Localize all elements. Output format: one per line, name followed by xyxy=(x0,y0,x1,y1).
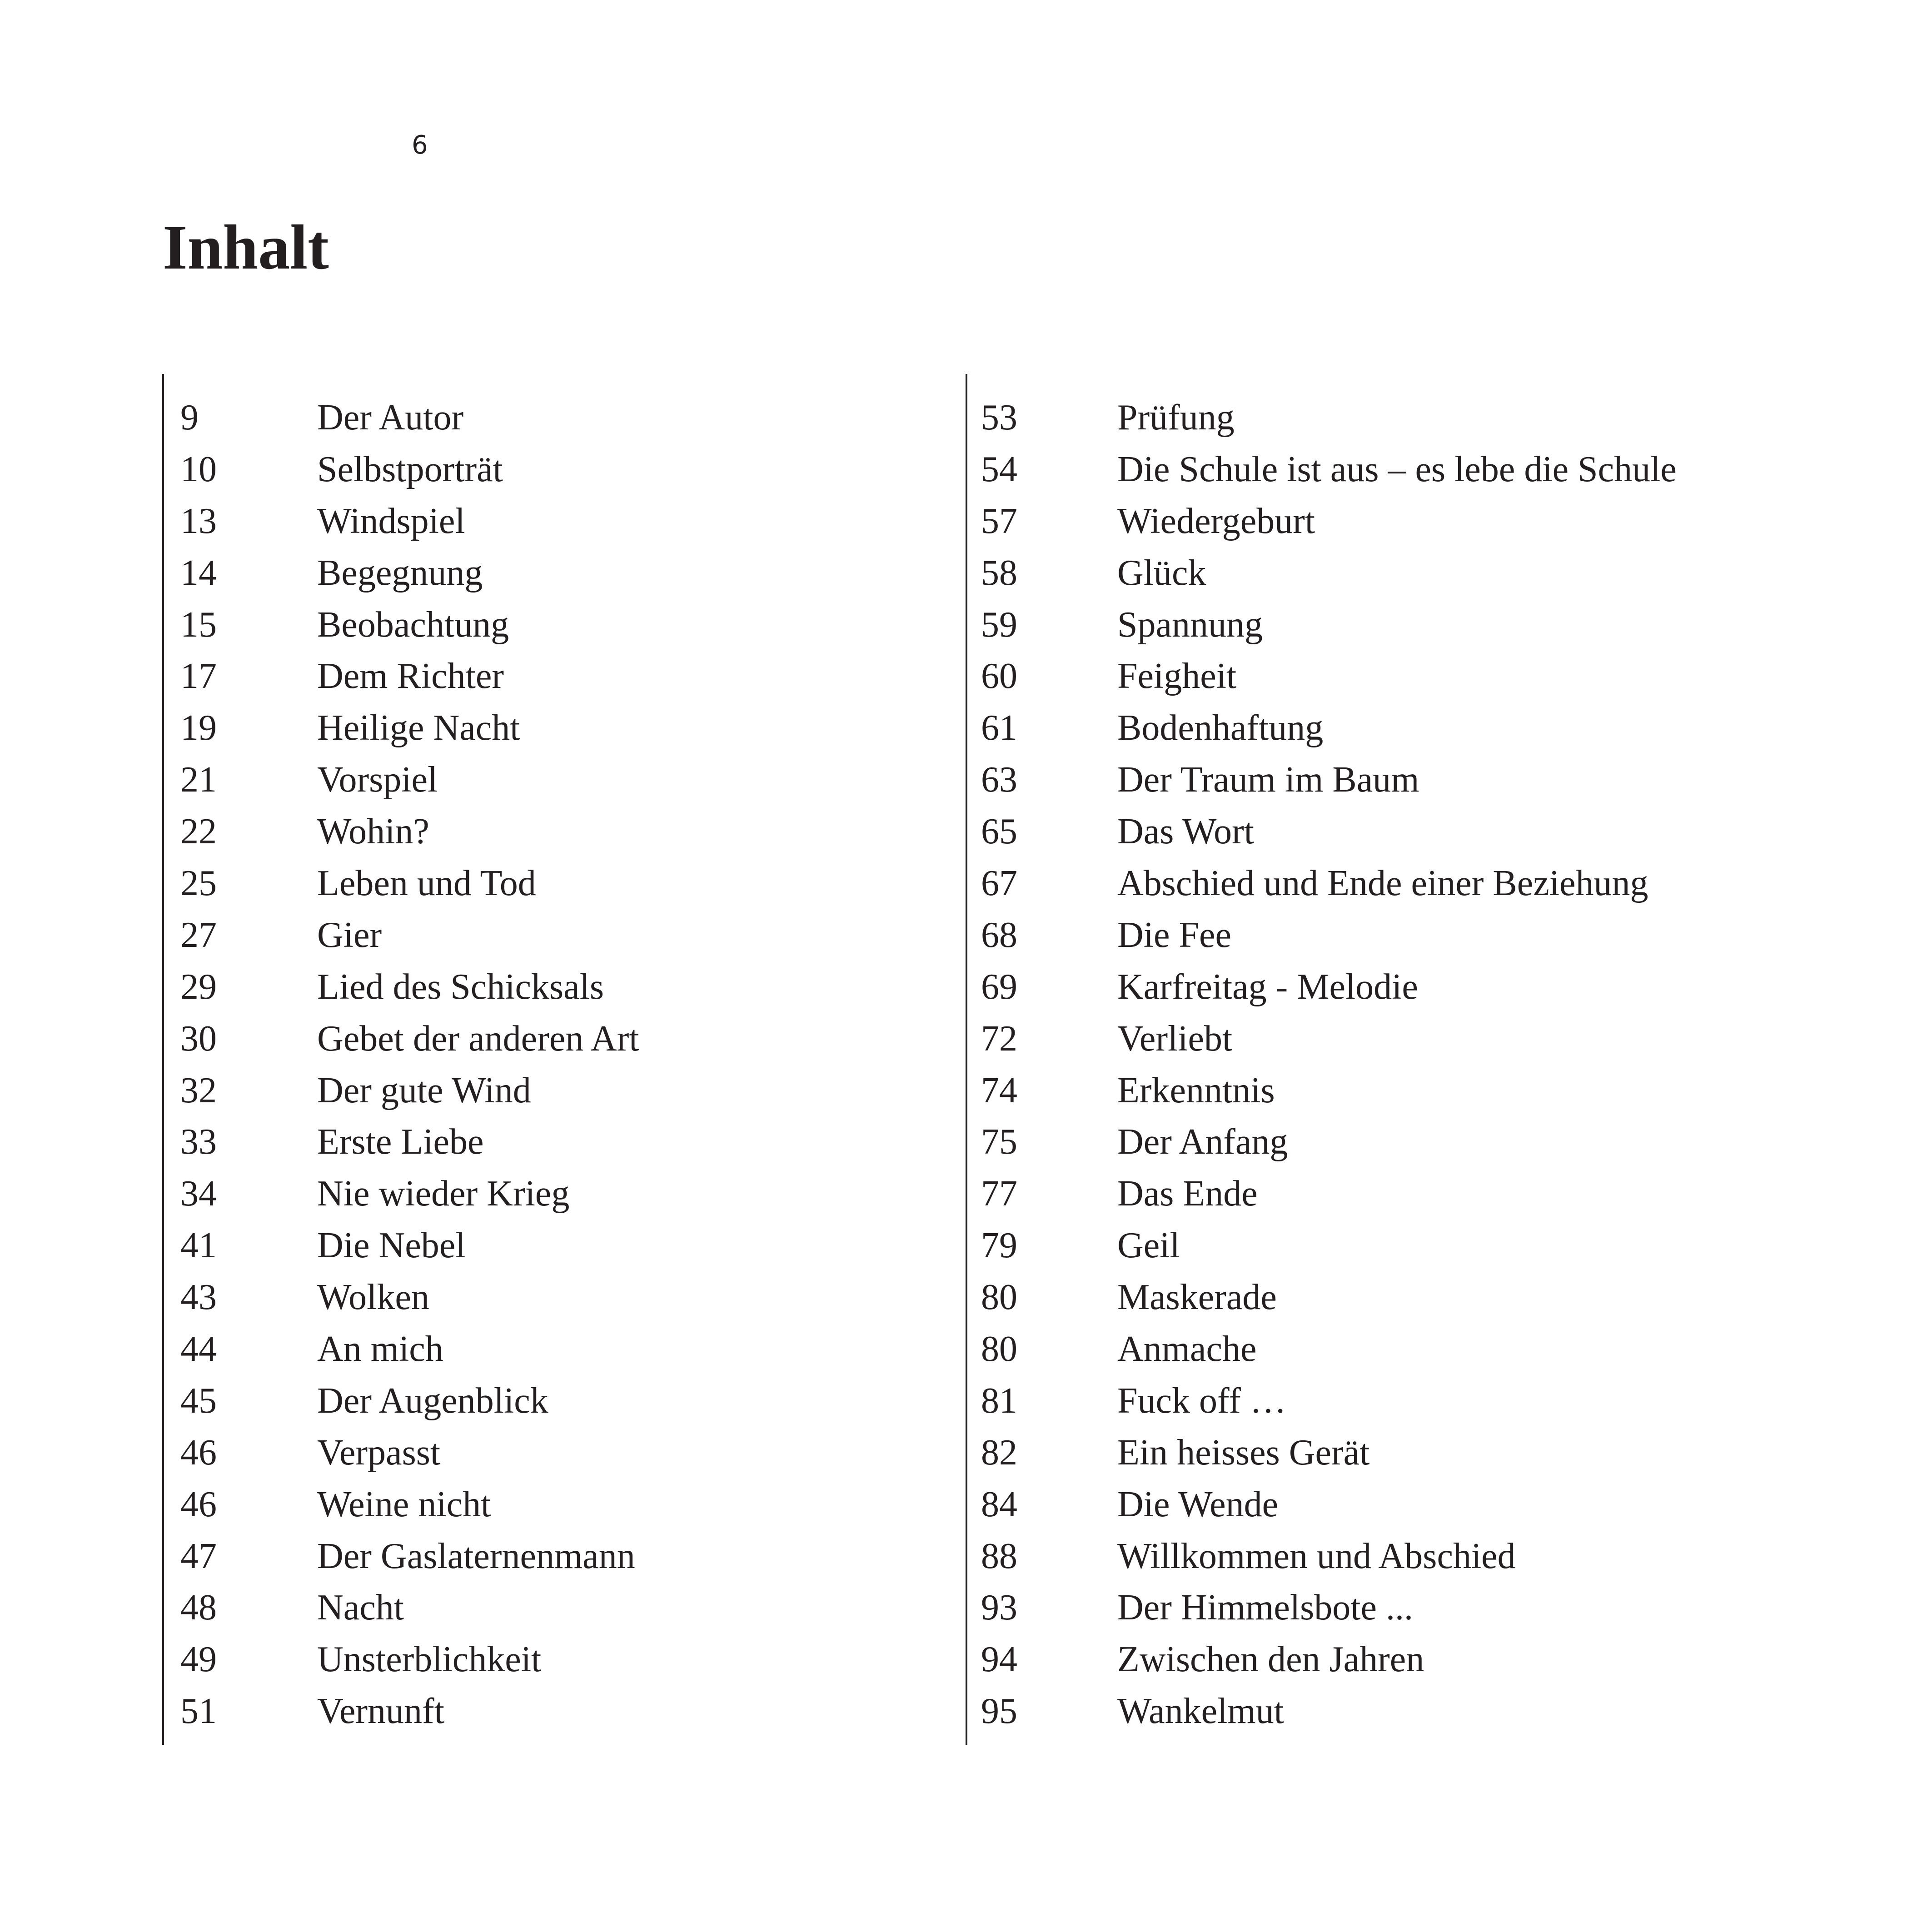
toc-entry-page: 60 xyxy=(981,656,1017,697)
toc-entry-title: Feigheit xyxy=(1117,656,1237,697)
toc-entry xyxy=(967,1068,1783,1120)
toc-entry-title: Willkommen und Abschied xyxy=(1117,1536,1516,1576)
toc-entry-title: Wolken xyxy=(317,1277,429,1318)
toc-entry xyxy=(967,1016,1783,1068)
toc-entry-title: Der Augenblick xyxy=(317,1380,548,1421)
toc-entry-title: Unsterblichkeit xyxy=(317,1639,542,1680)
toc-entry-title: Gebet der anderen Art xyxy=(317,1018,639,1059)
toc-entry xyxy=(967,757,1783,809)
toc-entry xyxy=(164,809,935,861)
toc-entry-title: Abschied und Ende einer Beziehung xyxy=(1117,863,1648,904)
toc-entry-title: Glück xyxy=(1117,553,1206,593)
toc-entry-page: 29 xyxy=(180,966,217,1007)
toc-entry xyxy=(967,1637,1783,1688)
toc-entry xyxy=(967,653,1783,705)
toc-entry-title: Windspiel xyxy=(317,501,465,541)
toc-entry-title: Prüfung xyxy=(1117,398,1235,438)
toc-entry xyxy=(967,1171,1783,1223)
toc-entry-title: Der Himmelsbote ... xyxy=(1117,1588,1413,1628)
toc-entry-page: 17 xyxy=(180,656,217,697)
toc-entry-page: 30 xyxy=(180,1018,217,1059)
toc-entry-page: 95 xyxy=(981,1691,1017,1732)
toc-entry-title: Das Ende xyxy=(1117,1174,1258,1214)
toc-entry xyxy=(967,705,1783,757)
toc-entry xyxy=(164,1688,935,1740)
toc-entry-title: Die Nebel xyxy=(317,1225,466,1266)
toc-entry-title: Selbstporträt xyxy=(317,449,503,489)
toc-entry-title: Geil xyxy=(1117,1225,1180,1266)
toc-entry-title: Der Gaslaternenmann xyxy=(317,1536,635,1576)
toc-entry xyxy=(967,602,1783,654)
toc-entry xyxy=(164,1430,935,1482)
toc-entry-page: 19 xyxy=(180,708,217,748)
toc-entry-page: 25 xyxy=(180,863,217,904)
toc-entry-page: 9 xyxy=(180,398,199,438)
toc-entry-title: Begegnung xyxy=(317,553,483,593)
toc-entry xyxy=(164,653,935,705)
toc-entry-title: Der Autor xyxy=(317,398,464,438)
toc-entry-page: 72 xyxy=(981,1018,1017,1059)
toc-entry-page: 32 xyxy=(180,1070,217,1110)
toc-entry xyxy=(164,1119,935,1171)
toc-entry-page: 10 xyxy=(180,449,217,489)
toc-entry-title: Wohin? xyxy=(317,812,429,852)
toc-entry-page: 22 xyxy=(180,812,217,852)
toc-entry-title: Wiedergeburt xyxy=(1117,501,1315,541)
toc-entry-title: Vorspiel xyxy=(317,760,438,800)
toc-entry xyxy=(164,757,935,809)
toc-entry xyxy=(967,1430,1783,1482)
toc-entry-page: 59 xyxy=(981,604,1017,645)
toc-entry-page: 34 xyxy=(180,1174,217,1214)
toc-entry-page: 68 xyxy=(981,915,1017,955)
page-title: Inhalt xyxy=(163,212,329,283)
toc-entry xyxy=(164,1223,935,1275)
toc-entry-title: Verpasst xyxy=(317,1432,441,1473)
toc-entry xyxy=(164,498,935,550)
toc-entry xyxy=(164,1482,935,1534)
toc-entry-title: Dem Richter xyxy=(317,656,504,697)
toc-entry-page: 46 xyxy=(180,1432,217,1473)
toc-entry-page: 75 xyxy=(981,1122,1017,1162)
toc-entry-page: 82 xyxy=(981,1432,1017,1473)
toc-entry-page: 94 xyxy=(981,1639,1017,1680)
toc-entry-page: 69 xyxy=(981,966,1017,1007)
toc-entry-title: Spannung xyxy=(1117,604,1263,645)
toc-entry-title: An mich xyxy=(317,1329,443,1369)
toc-entry xyxy=(164,1171,935,1223)
toc-entry-page: 61 xyxy=(981,708,1017,748)
toc-entry xyxy=(164,1016,935,1068)
toc-entry-title: Die Schule ist aus – es lebe die Schule xyxy=(1117,449,1677,489)
toc-entry-title: Das Wort xyxy=(1117,812,1254,852)
toc-entry-page: 44 xyxy=(180,1329,217,1369)
toc-entry-page: 27 xyxy=(180,915,217,955)
toc-entry xyxy=(967,1223,1783,1275)
toc-entry xyxy=(164,602,935,654)
toc-entry xyxy=(967,809,1783,861)
toc-list-left xyxy=(164,395,935,1740)
toc-entry-title: Nacht xyxy=(317,1588,404,1628)
toc-entry-page: 51 xyxy=(180,1691,217,1732)
toc-entry-page: 13 xyxy=(180,501,217,541)
toc-entry-page: 84 xyxy=(981,1484,1017,1524)
toc-entry-page: 80 xyxy=(981,1277,1017,1318)
toc-entry-page: 67 xyxy=(981,863,1017,904)
toc-entry-page: 43 xyxy=(180,1277,217,1318)
toc-entry-page: 93 xyxy=(981,1588,1017,1628)
toc-entry-page: 45 xyxy=(180,1380,217,1421)
toc-entry-page: 77 xyxy=(981,1174,1017,1214)
toc-entry-title: Karfreitag - Melodie xyxy=(1117,966,1418,1007)
toc-entry-title: Erkenntnis xyxy=(1117,1070,1275,1110)
toc-entry-title: Gier xyxy=(317,915,382,955)
toc-entry-title: Nie wieder Krieg xyxy=(317,1174,570,1214)
toc-entry-title: Erste Liebe xyxy=(317,1122,484,1162)
toc-entry-page: 46 xyxy=(180,1484,217,1524)
toc-entry-title: Bodenhaftung xyxy=(1117,708,1324,748)
toc-entry xyxy=(164,550,935,602)
toc-entry xyxy=(164,1326,935,1378)
toc-entry-title: Heilige Nacht xyxy=(317,708,520,748)
toc-entry xyxy=(967,1534,1783,1585)
toc-entry xyxy=(967,447,1783,498)
toc-list-right xyxy=(967,395,1783,1740)
toc-entry-title: Fuck off … xyxy=(1117,1380,1286,1421)
toc-entry xyxy=(967,1378,1783,1430)
toc-entry xyxy=(164,1637,935,1688)
toc-entry-title: Verliebt xyxy=(1117,1018,1233,1059)
toc-entry-title: Beobachtung xyxy=(317,604,509,645)
toc-entry-page: 14 xyxy=(180,553,217,593)
toc-entry-page: 33 xyxy=(180,1122,217,1162)
toc-entry xyxy=(164,395,935,447)
toc-entry-title: Wankelmut xyxy=(1117,1691,1284,1732)
toc-entry-title: Anmache xyxy=(1117,1329,1257,1369)
toc-entry xyxy=(164,1378,935,1430)
toc-entry-page: 79 xyxy=(981,1225,1017,1266)
toc-entry xyxy=(967,550,1783,602)
toc-entry xyxy=(164,1585,935,1637)
toc-entry-title: Maskerade xyxy=(1117,1277,1277,1318)
toc-entry-page: 81 xyxy=(981,1380,1017,1421)
toc-entry-page: 54 xyxy=(981,449,1017,489)
toc-entry-title: Vernunft xyxy=(317,1691,444,1732)
toc-entry-title: Zwischen den Jahren xyxy=(1117,1639,1424,1680)
toc-entry-page: 41 xyxy=(180,1225,217,1266)
toc-entry-title: Der Anfang xyxy=(1117,1122,1288,1162)
toc-entry-title: Die Fee xyxy=(1117,915,1232,955)
toc-entry xyxy=(967,1326,1783,1378)
toc-entry-page: 49 xyxy=(180,1639,217,1680)
toc-entry-title: Lied des Schicksals xyxy=(317,966,604,1007)
toc-entry xyxy=(164,447,935,498)
toc-entry xyxy=(967,498,1783,550)
toc-entry xyxy=(164,1534,935,1585)
toc-entry-page: 53 xyxy=(981,398,1017,438)
toc-entry-page: 65 xyxy=(981,812,1017,852)
toc-entry-title: Ein heisses Gerät xyxy=(1117,1432,1370,1473)
toc-entry-page: 57 xyxy=(981,501,1017,541)
toc-entry xyxy=(164,861,935,912)
page-number: 6 xyxy=(412,130,428,160)
toc-entry-page: 15 xyxy=(180,604,217,645)
toc-entry xyxy=(967,1275,1783,1326)
toc-entry xyxy=(967,1688,1783,1740)
toc-entry-page: 48 xyxy=(180,1588,217,1628)
toc-entry xyxy=(164,1068,935,1120)
toc-entry-page: 74 xyxy=(981,1070,1017,1110)
toc-entry-title: Der gute Wind xyxy=(317,1070,531,1110)
toc-entry-page: 80 xyxy=(981,1329,1017,1369)
toc-column-left xyxy=(162,374,935,1745)
toc-entry xyxy=(967,1482,1783,1534)
toc-entry xyxy=(967,395,1783,447)
toc-entry-page: 58 xyxy=(981,553,1017,593)
toc-entry-title: Die Wende xyxy=(1117,1484,1279,1524)
toc-entry-page: 47 xyxy=(180,1536,217,1576)
toc-entry xyxy=(164,912,935,964)
toc-entry xyxy=(164,1275,935,1326)
toc-entry-title: Weine nicht xyxy=(317,1484,491,1524)
toc-entry-page: 21 xyxy=(180,760,217,800)
toc-column-right xyxy=(966,374,1783,1745)
toc-entry xyxy=(164,705,935,757)
toc-entry xyxy=(967,1119,1783,1171)
toc-entry xyxy=(967,912,1783,964)
toc-entry xyxy=(164,964,935,1016)
toc-entry-page: 63 xyxy=(981,760,1017,800)
toc-entry xyxy=(967,1585,1783,1637)
toc-entry xyxy=(967,964,1783,1016)
toc-entry-title: Leben und Tod xyxy=(317,863,536,904)
toc-entry-title: Der Traum im Baum xyxy=(1117,760,1419,800)
toc-entry-page: 88 xyxy=(981,1536,1017,1576)
toc-entry xyxy=(967,861,1783,912)
